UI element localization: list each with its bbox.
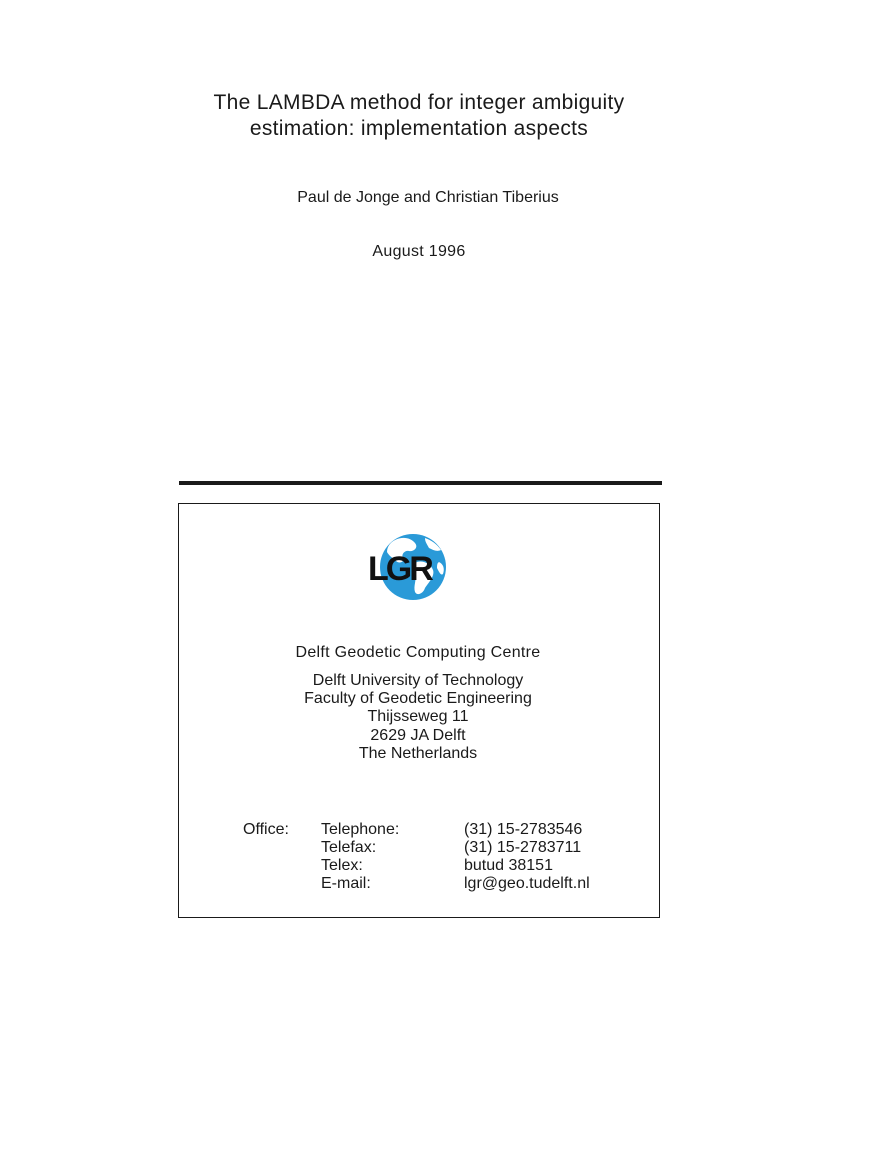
contact-telex — [321, 857, 590, 875]
address-line: The Netherlands — [358, 744, 478, 762]
logo-text: LGR — [368, 550, 431, 588]
contact-key: Telephone: — [321, 821, 400, 838]
contact-telephone — [321, 821, 590, 839]
contact-value: lgr@geo.tudelft.nl — [464, 875, 590, 892]
contact-email — [321, 875, 590, 893]
contact-value: (31) 15-2783546 — [464, 821, 583, 838]
horizontal-rule — [179, 481, 662, 485]
contact-telefax — [321, 839, 590, 857]
address-line: Thijsseweg 11 — [367, 708, 469, 726]
authors: Paul de Jonge and Christian Tiberius — [297, 189, 559, 206]
office-label: Office: — [243, 821, 289, 838]
contact-key: Telex: — [321, 857, 363, 874]
title-line-2: estimation: implementation aspects — [249, 117, 589, 140]
address-line: Delft University of Technology — [312, 672, 524, 689]
address-block — [179, 672, 657, 763]
address-line: Faculty of Geodetic Engineering — [304, 690, 532, 708]
institution-box — [178, 503, 660, 918]
contact-list — [321, 821, 590, 893]
lgr-logo — [365, 532, 455, 602]
address-line: 2629 JA Delft — [370, 726, 466, 744]
contact-value: butud 38151 — [464, 857, 553, 874]
contact-value: (31) 15-2783711 — [464, 839, 582, 856]
publication-date: August 1996 — [372, 243, 466, 260]
contact-key: Telefax: — [321, 839, 377, 856]
contact-key: E-mail: — [321, 875, 371, 892]
title-line-1: The LAMBDA method for integer ambiguity — [213, 91, 625, 114]
document-title — [0, 90, 838, 142]
computing-centre-name: Delft Geodetic Computing Centre — [295, 644, 541, 661]
